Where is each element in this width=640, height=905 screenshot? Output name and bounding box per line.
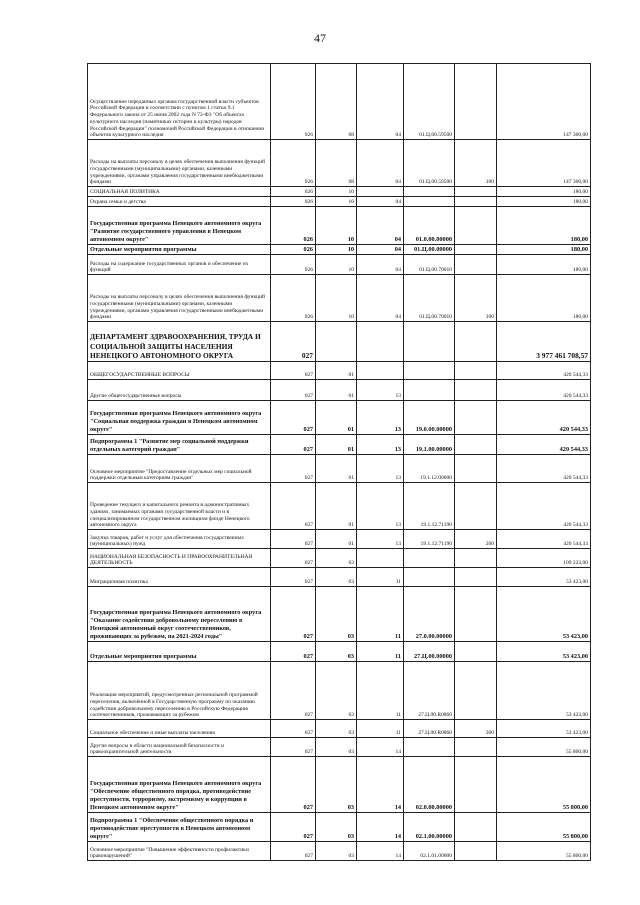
row-ministry-code: 026 [271, 207, 316, 245]
row-name: Реализация мероприятий, предусмотренных региональной программой переселения, включённой в Государственную программу по оказанию содействия добровольному переселению в Российскую Федерацию соотечественников, проживающих за рубежом [88, 662, 271, 720]
row-name: Другие вопросы в области национальной безопасности и правоохранительной деятельности [88, 738, 271, 757]
row-target-code: 19.1.00.00000 [404, 435, 455, 455]
row-subsection-code: 04 [357, 255, 404, 275]
row-expense-type [455, 255, 497, 275]
row-amount: 180,00 [497, 255, 591, 275]
table-row [88, 275, 591, 322]
row-section-code: 01 [316, 362, 357, 380]
row-target-code: 19.1.12.00000 [404, 455, 455, 483]
table-row [88, 322, 591, 362]
row-section-code: 03 [316, 662, 357, 720]
row-name: Отдельные мероприятия программы [88, 642, 271, 662]
row-amount: 180,00 [497, 197, 591, 207]
row-subsection-code: 14 [357, 738, 404, 757]
row-name: Государственная программа Ненецкого автономного округа "Развитие государственного управления в Ненецком автономном округе" [88, 207, 271, 245]
row-ministry-code: 027 [271, 322, 316, 362]
row-section-code: 08 [316, 64, 357, 140]
table-row [88, 197, 591, 207]
row-ministry-code: 026 [271, 245, 316, 255]
row-subsection-code: 13 [357, 401, 404, 435]
row-target-code [404, 738, 455, 757]
row-expense-type [455, 549, 497, 568]
row-expense-type: 100 [455, 275, 497, 322]
table-row [88, 738, 591, 757]
row-amount: 420 544,33 [497, 401, 591, 435]
row-amount: 420 544,33 [497, 455, 591, 483]
row-target-code: 01.Ц.00.70010 [404, 275, 455, 322]
budget-table [87, 63, 591, 861]
row-amount: 3 977 461 708,57 [497, 322, 591, 362]
row-target-code: 01.Ц.00.00000 [404, 245, 455, 255]
row-target-code [404, 568, 455, 587]
row-section-code: 10 [316, 275, 357, 322]
row-subsection-code: 04 [357, 197, 404, 207]
row-subsection-code [357, 549, 404, 568]
table-row [88, 140, 591, 187]
row-amount: 420 544,33 [497, 362, 591, 380]
row-section-code: 03 [316, 720, 357, 738]
row-ministry-code: 027 [271, 549, 316, 568]
row-subsection-code: 11 [357, 720, 404, 738]
row-subsection-code: 11 [357, 642, 404, 662]
row-expense-type [455, 322, 497, 362]
row-target-code: 02.0.00.00000 [404, 757, 455, 813]
row-ministry-code: 026 [271, 187, 316, 197]
row-subsection-code: 13 [357, 530, 404, 549]
table-row [88, 813, 591, 842]
row-amount: 180,00 [497, 207, 591, 245]
row-target-code [404, 380, 455, 401]
row-subsection-code: 14 [357, 813, 404, 842]
row-expense-type [455, 207, 497, 245]
row-name: Осуществление переданных органам государственной власти субъектов Российской Федерации в соответствии с пунктом 1 статьи 9.1 Федерального закона от 25 июня 2002 года N 73-ФЗ "Об объектах культурного наследия (памятниках истории и культуры) народов Российской Федерации" полномочий Российской Федерации в отношении объектов культурного наследия [88, 64, 271, 140]
row-ministry-code: 027 [271, 662, 316, 720]
row-ministry-code: 027 [271, 435, 316, 455]
row-amount: 180,00 [497, 245, 591, 255]
row-ministry-code: 026 [271, 64, 316, 140]
row-name: ОБЩЕГОСУДАРСТВЕННЫЕ ВОПРОСЫ [88, 362, 271, 380]
row-subsection-code: 04 [357, 140, 404, 187]
row-expense-type [455, 245, 497, 255]
row-target-code: 19.1.12.71190 [404, 530, 455, 549]
row-name: Охрана семьи и детства [88, 197, 271, 207]
row-ministry-code: 026 [271, 255, 316, 275]
row-name: Проведение текущего и капитального ремонта в административных зданиях, занимаемых органами государственной власти и в специализированном государственном жилищном фонде Ненецкого автономного округа [88, 483, 271, 530]
row-amount: 420 544,33 [497, 483, 591, 530]
row-name: СОЦИАЛЬНАЯ ПОЛИТИКА [88, 187, 271, 197]
row-name: Основное мероприятие "Предоставление отдельных мер социальной поддержки отдельным категориям граждан" [88, 455, 271, 483]
row-target-code: 01.Ц.00.70010 [404, 255, 455, 275]
row-amount: 180,00 [497, 187, 591, 197]
row-target-code: 27.Ц.00.00000 [404, 642, 455, 662]
row-expense-type [455, 813, 497, 842]
row-name: Миграционная политика [88, 568, 271, 587]
row-amount: 180,00 [497, 275, 591, 322]
row-expense-type [455, 662, 497, 720]
row-name: Расходы на содержание государственных органов и обеспечение их функций [88, 255, 271, 275]
table-row [88, 187, 591, 197]
row-target-code: 19.1.12.71190 [404, 483, 455, 530]
row-target-code: 27.Ц.00.R0860 [404, 662, 455, 720]
row-subsection-code: 13 [357, 435, 404, 455]
row-ministry-code: 027 [271, 455, 316, 483]
row-ministry-code: 027 [271, 483, 316, 530]
row-amount: 53 423,00 [497, 720, 591, 738]
row-subsection-code: 13 [357, 483, 404, 530]
row-target-code [404, 322, 455, 362]
row-subsection-code: 14 [357, 757, 404, 813]
row-section-code: 03 [316, 738, 357, 757]
row-expense-type [455, 187, 497, 197]
row-expense-type: 200 [455, 530, 497, 549]
row-target-code [404, 197, 455, 207]
row-ministry-code: 027 [271, 362, 316, 380]
table-row [88, 64, 591, 140]
row-ministry-code: 027 [271, 642, 316, 662]
row-section-code: 03 [316, 587, 357, 642]
row-expense-type: 300 [455, 720, 497, 738]
row-target-code: 02.1.00.00000 [404, 813, 455, 842]
table-row [88, 662, 591, 720]
row-amount: 147 300,00 [497, 64, 591, 140]
row-section-code: 10 [316, 187, 357, 197]
row-section-code: 08 [316, 140, 357, 187]
table-row [88, 842, 591, 861]
row-amount: 55 800,00 [497, 842, 591, 861]
row-subsection-code: 13 [357, 455, 404, 483]
row-expense-type [455, 738, 497, 757]
row-target-code [404, 362, 455, 380]
row-subsection-code: 11 [357, 662, 404, 720]
table-row [88, 455, 591, 483]
row-subsection-code: 11 [357, 568, 404, 587]
row-subsection-code: 14 [357, 842, 404, 861]
row-amount: 420 544,33 [497, 530, 591, 549]
row-ministry-code: 027 [271, 842, 316, 861]
row-section-code: 01 [316, 401, 357, 435]
row-target-code [404, 187, 455, 197]
table-row [88, 255, 591, 275]
table-row [88, 642, 591, 662]
row-ministry-code: 027 [271, 568, 316, 587]
row-ministry-code: 026 [271, 275, 316, 322]
row-subsection-code: 11 [357, 587, 404, 642]
row-section-code: 10 [316, 207, 357, 245]
row-subsection-code: 04 [357, 275, 404, 322]
table-row [88, 483, 591, 530]
row-expense-type [455, 455, 497, 483]
row-target-code: 27.Ц.00.R0860 [404, 720, 455, 738]
table-row [88, 757, 591, 813]
table-row [88, 380, 591, 401]
row-expense-type [455, 197, 497, 207]
row-ministry-code: 027 [271, 757, 316, 813]
table-row [88, 435, 591, 455]
row-section-code: 03 [316, 568, 357, 587]
table-row [88, 587, 591, 642]
row-section-code: 01 [316, 435, 357, 455]
row-expense-type [455, 483, 497, 530]
row-subsection-code [357, 322, 404, 362]
page-number: 47 [314, 31, 326, 45]
row-subsection-code: 13 [357, 380, 404, 401]
row-target-code: 19.0.00.00000 [404, 401, 455, 435]
table-row [88, 720, 591, 738]
row-name: Отдельные мероприятия программы [88, 245, 271, 255]
row-name: Социальное обеспечение и иные выплаты населению [88, 720, 271, 738]
row-name: Расходы на выплаты персоналу в целях обеспечения выполнения функций государственными (муниципальными) органами, казенными учреждениями, органами управления государственными внебюджетными фондами [88, 140, 271, 187]
row-expense-type [455, 757, 497, 813]
table-row [88, 530, 591, 549]
row-ministry-code: 027 [271, 720, 316, 738]
row-target-code: 27.0.00.00000 [404, 587, 455, 642]
row-expense-type [455, 642, 497, 662]
row-ministry-code: 027 [271, 380, 316, 401]
table-row [88, 401, 591, 435]
row-name: НАЦИОНАЛЬНАЯ БЕЗОПАСНОСТЬ И ПРАВООХРАНИТЕЛЬНАЯ ДЕЯТЕЛЬНОСТЬ [88, 549, 271, 568]
row-ministry-code: 027 [271, 530, 316, 549]
row-amount: 55 800,00 [497, 757, 591, 813]
row-expense-type: 100 [455, 140, 497, 187]
row-section-code: 01 [316, 483, 357, 530]
row-ministry-code: 027 [271, 587, 316, 642]
table-row [88, 549, 591, 568]
row-ministry-code: 027 [271, 738, 316, 757]
row-target-code [404, 549, 455, 568]
row-amount: 420 544,33 [497, 435, 591, 455]
row-target-code: 02.1.01.00000 [404, 842, 455, 861]
row-name: Подпрограмма 1 "Обеспечение общественного порядка и противодействие преступности в Ненецком автономном округе" [88, 813, 271, 842]
row-subsection-code: 04 [357, 207, 404, 245]
row-ministry-code: 026 [271, 140, 316, 187]
row-expense-type [455, 587, 497, 642]
row-section-code: 01 [316, 455, 357, 483]
row-amount: 53 423,00 [497, 662, 591, 720]
row-target-code: 01.Ц.00.59500 [404, 140, 455, 187]
row-section-code: 03 [316, 842, 357, 861]
row-name: ДЕПАРТАМЕНТ ЗДРАВООХРАНЕНИЯ, ТРУДА И СОЦИАЛЬНОЙ ЗАЩИТЫ НАСЕЛЕНИЯ НЕНЕЦКОГО АВТОНОМНОГО ОКРУГА [88, 322, 271, 362]
row-amount: 55 800,00 [497, 738, 591, 757]
row-subsection-code [357, 362, 404, 380]
row-section-code: 01 [316, 380, 357, 401]
row-name: Расходы на выплаты персоналу в целях обеспечения выполнения функций государственными (муниципальными) органами, казенными учреждениями, органами управления государственными внебюджетными фондами [88, 275, 271, 322]
row-amount: 55 800,00 [497, 813, 591, 842]
row-amount: 147 300,00 [497, 140, 591, 187]
row-target-code: 01.Ц.00.59500 [404, 64, 455, 140]
table-row [88, 362, 591, 380]
table-row [88, 245, 591, 255]
row-name: Подпрограмма 1 "Развитие мер социальной поддержки отдельных категорий граждан" [88, 435, 271, 455]
row-expense-type [455, 435, 497, 455]
row-expense-type [455, 64, 497, 140]
row-ministry-code: 027 [271, 813, 316, 842]
row-expense-type [455, 568, 497, 587]
row-ministry-code: 027 [271, 401, 316, 435]
row-name: Другие общегосударственные вопросы [88, 380, 271, 401]
row-expense-type [455, 401, 497, 435]
row-target-code: 01.0.00.00000 [404, 207, 455, 245]
row-expense-type [455, 842, 497, 861]
row-section-code: 03 [316, 642, 357, 662]
row-subsection-code: 04 [357, 245, 404, 255]
row-section-code: 01 [316, 530, 357, 549]
row-name: Государственная программа Ненецкого автономного округа "Оказание содействия добровольному переселению в Ненецкий автономный округ соотечественников, проживающих за рубежом, на 2021-2024 годы" [88, 587, 271, 642]
row-name: Государственная программа Ненецкого автономного округа "Обеспечение общественного порядка, противодействие преступности, терроризму, экстремизму и коррупции в Ненецком автономном округе" [88, 757, 271, 813]
row-amount: 53 423,00 [497, 587, 591, 642]
row-amount: 53 423,00 [497, 568, 591, 587]
row-amount: 420 544,33 [497, 380, 591, 401]
row-amount: 109 223,00 [497, 549, 591, 568]
row-ministry-code: 026 [271, 197, 316, 207]
row-section-code: 10 [316, 255, 357, 275]
row-expense-type [455, 362, 497, 380]
row-section-code: 10 [316, 245, 357, 255]
row-name: Закупка товаров, работ и услуг для обеспечения государственных (муниципальных) нужд [88, 530, 271, 549]
row-section-code: 03 [316, 549, 357, 568]
row-name: Основное мероприятие "Повышение эффективности профилактики правонарушений" [88, 842, 271, 861]
row-subsection-code: 04 [357, 64, 404, 140]
row-subsection-code [357, 187, 404, 197]
table-row [88, 568, 591, 587]
row-section-code: 03 [316, 813, 357, 842]
row-section-code: 03 [316, 757, 357, 813]
row-section-code [316, 322, 357, 362]
table-row [88, 207, 591, 245]
row-amount: 53 423,00 [497, 642, 591, 662]
row-section-code: 10 [316, 197, 357, 207]
row-name: Государственная программа Ненецкого автономного округа "Социальная поддержка граждан в Ненецком автономном округе" [88, 401, 271, 435]
row-expense-type [455, 380, 497, 401]
